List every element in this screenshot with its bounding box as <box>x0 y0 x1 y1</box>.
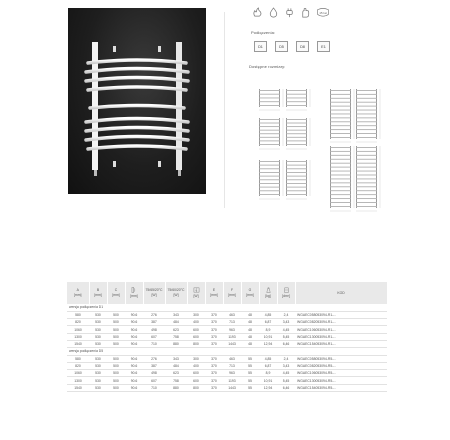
column-header-title: G <box>248 288 252 292</box>
table-cell: 463 <box>229 312 235 317</box>
table-row <box>67 355 387 362</box>
table-cell: 1060 <box>74 371 82 376</box>
table-cell: 530 <box>95 356 101 361</box>
table-cell: 1300 <box>74 334 82 339</box>
column-header-title: C <box>114 288 118 292</box>
size-diagram <box>329 88 358 144</box>
size-diagram <box>258 88 287 112</box>
table-cell: 370 <box>211 334 217 339</box>
table-cell: 880 <box>173 342 179 347</box>
table-cell: 48 <box>248 334 252 339</box>
table-cell: 3,43 <box>282 320 290 325</box>
column-header-unit: [kg] <box>265 294 271 298</box>
table-cell: WGAEC082053094-R5-... <box>297 364 337 369</box>
column-header-a <box>67 282 89 304</box>
table-cell: 500 <box>113 327 119 332</box>
table-cell: 90.6 <box>130 364 138 369</box>
column-header-vol <box>277 282 295 304</box>
table-cell: 500 <box>113 356 119 361</box>
table-cell: 90.6 <box>130 320 138 325</box>
table-cell: 90.6 <box>130 327 138 332</box>
table-cell: 580 <box>75 356 81 361</box>
table-cell: 500 <box>113 312 119 317</box>
table-cell: WGAEC106053094-R1-... <box>297 327 337 332</box>
table-cell: 370 <box>211 312 217 317</box>
table-cell: 6,46 <box>282 385 290 390</box>
size-diagram <box>355 145 384 213</box>
power-plug-icon <box>284 7 295 18</box>
table-cell: 530 <box>95 371 101 376</box>
table-cell: 500 <box>113 320 119 325</box>
table-cell: 90.6 <box>130 334 138 339</box>
table-cell: 530 <box>95 312 101 317</box>
table-row <box>67 370 387 377</box>
table-cell: 820 <box>75 320 81 325</box>
size-diagram <box>258 117 287 151</box>
table-cell: 90.6 <box>130 356 138 361</box>
table-cell: 276 <box>151 312 157 317</box>
water-drop-icon <box>268 7 279 18</box>
table-cell: 343 <box>173 356 179 361</box>
table-cell: 580 <box>75 312 81 317</box>
column-header-unit: [mm] <box>210 293 218 297</box>
electric-heater-icon <box>188 287 205 293</box>
table-cell: 55 <box>248 364 252 369</box>
column-header-title: E <box>212 288 216 292</box>
table-cell: 607 <box>151 334 157 339</box>
table-cell: 530 <box>95 364 101 369</box>
column-header-unit: [W] <box>173 293 179 297</box>
hot-water-icon <box>252 7 263 18</box>
towel-radiator-image <box>68 8 206 194</box>
section-row <box>67 348 387 355</box>
table-cell: 387 <box>151 364 157 369</box>
connection-options <box>254 41 330 52</box>
table-body <box>67 304 387 392</box>
table-cell: 500 <box>113 378 119 383</box>
table-cell: 710 <box>151 342 157 347</box>
table-cell: 1540 <box>74 385 82 390</box>
table-cell: 713 <box>229 364 235 369</box>
table-header-row <box>67 282 387 304</box>
table-cell: 12,94 <box>263 385 273 390</box>
table-cell: 498 <box>151 371 157 376</box>
table-cell: 607 <box>151 378 157 383</box>
table-cell: 55 <box>248 385 252 390</box>
table-cell: 4,85 <box>264 312 272 317</box>
table-cell: 90.6 <box>130 385 138 390</box>
table-cell: 370 <box>211 356 217 361</box>
table-cell: 2,4 <box>283 356 289 361</box>
table-cell: 400 <box>193 320 199 325</box>
column-header-b <box>89 282 107 304</box>
table-cell: 500 <box>113 364 119 369</box>
column-header-title: B <box>96 288 100 292</box>
table-cell: 758 <box>173 334 179 339</box>
table-cell: 6,46 <box>282 342 290 347</box>
table-cell: 600 <box>193 327 199 332</box>
table-cell: 530 <box>95 342 101 347</box>
table-cell: 713 <box>229 320 235 325</box>
column-header-p75 <box>143 282 165 304</box>
connections-heading: Podłączenia: <box>251 30 276 35</box>
table-row <box>67 311 387 318</box>
column-header-p70 <box>165 282 187 304</box>
table-cell: 530 <box>95 334 101 339</box>
table-cell: 1443 <box>228 385 236 390</box>
table-cell: 90.6 <box>130 371 138 376</box>
column-header-unit: [mm] <box>73 293 82 297</box>
table-cell: 343 <box>173 312 179 317</box>
column-header-unit: [mm] <box>112 293 120 297</box>
column-header-c <box>107 282 125 304</box>
size-diagram <box>355 88 384 144</box>
table-cell: 800 <box>193 385 199 390</box>
column-header-d <box>125 282 143 304</box>
table-cell: 370 <box>211 342 217 347</box>
table-cell: WGAEC058053094-R1-... <box>297 312 337 317</box>
table-cell: 1540 <box>74 342 82 347</box>
table-cell: 710 <box>151 385 157 390</box>
column-header-unit: [W] <box>151 293 157 297</box>
table-cell: 300 <box>193 312 199 317</box>
table-cell: 500 <box>113 371 119 376</box>
table-cell: 387 <box>151 320 157 325</box>
table-cell: 276 <box>151 356 157 361</box>
table-cell: 55 <box>248 371 252 376</box>
table-row <box>67 319 387 326</box>
table-cell: 370 <box>211 378 217 383</box>
column-header-g <box>241 282 259 304</box>
column-header-e <box>205 282 223 304</box>
column-header-f <box>223 282 241 304</box>
table-cell: 463 <box>229 356 235 361</box>
size-diagram <box>285 159 314 201</box>
table-cell: 500 <box>113 385 119 390</box>
table-cell: 4,45 <box>282 327 290 332</box>
table-cell: 500 <box>113 334 119 339</box>
column-header-unit: [dm³] <box>282 294 290 298</box>
section-title: wersja podłączenia D1 <box>69 305 104 310</box>
table-cell: 484 <box>173 320 179 325</box>
table-cell: 6,87 <box>264 364 272 369</box>
table-cell: 498 <box>151 327 157 332</box>
table-cell: 10,91 <box>263 334 273 339</box>
connection-d8: D8 <box>296 41 309 52</box>
table-cell: 530 <box>95 327 101 332</box>
table-cell: 90.6 <box>130 342 138 347</box>
feature-icons <box>252 7 330 18</box>
table-cell: WGAEC082053094-R1-... <box>297 320 337 325</box>
connection-d1: D1 <box>254 41 267 52</box>
table-cell: 370 <box>211 364 217 369</box>
table-cell: 963 <box>229 371 235 376</box>
table-cell: 90.6 <box>130 312 138 317</box>
size-diagram <box>285 117 314 151</box>
table-cell: 370 <box>211 320 217 325</box>
table-cell: 623 <box>173 327 179 332</box>
table-cell: 8,9 <box>265 327 271 332</box>
column-header-unit: [mm] <box>94 293 102 297</box>
column-header-unit: [mm] <box>228 293 236 297</box>
table-cell: 2,4 <box>283 312 289 317</box>
column-header-title: 75/60/20°C <box>167 288 185 292</box>
table-cell: 600 <box>193 371 199 376</box>
table-cell: WGAEC058053094-R5-... <box>297 356 337 361</box>
table-cell: 400 <box>193 364 199 369</box>
table-cell: 963 <box>229 327 235 332</box>
table-cell: 55 <box>248 356 252 361</box>
table-cell: 820 <box>75 364 81 369</box>
column-header-title: F <box>230 288 234 292</box>
table-cell: 600 <box>193 378 199 383</box>
connection-d5: D5 <box>275 41 288 52</box>
table-cell: 370 <box>211 327 217 332</box>
table-cell: 8,9 <box>265 371 271 376</box>
column-header-kg <box>259 282 277 304</box>
table-cell: WGAEC130053094-R5-... <box>297 378 337 383</box>
table-cell: 48 <box>248 342 252 347</box>
table-cell: 1060 <box>74 327 82 332</box>
warranty-badge-icon <box>316 7 330 18</box>
table-cell: 530 <box>95 378 101 383</box>
table-row <box>67 333 387 340</box>
column-header-title: A <box>76 288 79 292</box>
size-diagram <box>285 88 314 112</box>
table-cell: 530 <box>95 320 101 325</box>
table-cell: 600 <box>193 334 199 339</box>
table-cell: 10,91 <box>263 378 273 383</box>
size-diagram <box>329 145 358 213</box>
table-cell: 530 <box>95 385 101 390</box>
size-diagram <box>258 159 287 201</box>
table-cell: 4,85 <box>264 356 272 361</box>
table-cell: 800 <box>193 342 199 347</box>
table-cell: 880 <box>173 385 179 390</box>
table-cell: 370 <box>211 385 217 390</box>
column-divider <box>224 12 225 208</box>
table-cell: WGAEC154053094-R1-... <box>297 342 337 347</box>
product-photo <box>68 8 206 194</box>
table-cell: 12,94 <box>263 342 273 347</box>
table-cell: 6,87 <box>264 320 272 325</box>
table-cell: 300 <box>193 356 199 361</box>
table-cell: WGAEC130053094-R1-... <box>297 334 337 339</box>
table-cell: 1193 <box>228 334 236 339</box>
svg-text:15 lat: 15 lat <box>319 10 327 15</box>
table-cell: WGAEC106053094-R5-... <box>297 371 337 376</box>
table-cell: 758 <box>173 378 179 383</box>
column-header-code <box>295 282 387 304</box>
table-row <box>67 340 387 347</box>
table-cell: 90.6 <box>130 378 138 383</box>
connection-e1: E1 <box>317 41 330 52</box>
table-row <box>67 377 387 384</box>
table-cell: 370 <box>211 371 217 376</box>
sizes-heading: Dostępne rozmiary: <box>249 64 286 69</box>
table-cell: 48 <box>248 312 252 317</box>
section-row <box>67 304 387 311</box>
table-cell: 500 <box>113 342 119 347</box>
column-header-title: KOD <box>337 290 345 295</box>
radiator-depth-icon <box>126 287 143 293</box>
column-header-unit: [W] <box>193 294 199 298</box>
weight-icon <box>260 287 277 293</box>
table-cell: 1300 <box>74 378 82 383</box>
table-cell: WGAEC154053094-R5-... <box>297 385 337 390</box>
hand-icon <box>300 7 311 18</box>
column-header-unit: [mm] <box>130 294 138 298</box>
table-cell: 1443 <box>228 342 236 347</box>
column-header-title: 75/65/20°C <box>145 288 163 292</box>
table-cell: 4,45 <box>282 371 290 376</box>
table-cell: 1193 <box>228 378 236 383</box>
volume-icon <box>278 287 295 293</box>
table-row <box>67 384 387 391</box>
table-cell: 55 <box>248 378 252 383</box>
column-header-unit: [mm] <box>246 293 254 297</box>
table-cell: 48 <box>248 327 252 332</box>
table-cell: 484 <box>173 364 179 369</box>
spec-table <box>67 282 388 392</box>
column-header-el <box>187 282 205 304</box>
table-cell: 48 <box>248 320 252 325</box>
table-row <box>67 362 387 369</box>
table-cell: 5,45 <box>282 334 290 339</box>
table-cell: 623 <box>173 371 179 376</box>
table-cell: 3,43 <box>282 364 290 369</box>
section-title: wersja podłączenia D5 <box>69 349 104 354</box>
table-cell: 5,45 <box>282 378 290 383</box>
table-row <box>67 326 387 333</box>
